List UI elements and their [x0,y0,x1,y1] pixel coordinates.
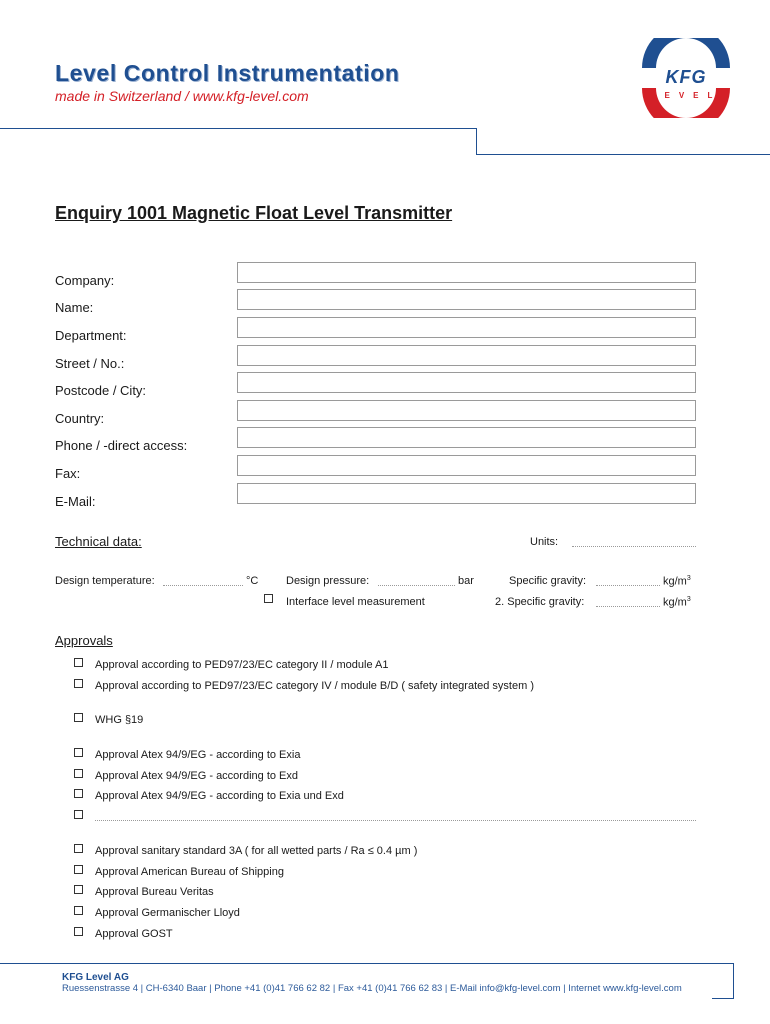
approval-label-3a: Approval sanitary standard 3A ( for all wetted parts / Ra ≤ 0.4 µm ) [95,845,418,857]
approval-label-abs: Approval American Bureau of Shipping [95,866,284,878]
header-rule [0,128,476,129]
logo-blue-arc [642,38,730,68]
street-label: Street / No.: [55,356,125,371]
approval-label-ped-iv: Approval according to PED97/23/EC category IV / module B/D ( safety integrated system ) [95,680,534,692]
approval-label-bureau-veritas: Approval Bureau Veritas [95,886,214,898]
postcode-city-field[interactable] [237,372,696,393]
specific-gravity-2-label: 2. Specific gravity: [495,596,585,608]
fax-label: Fax: [55,466,81,481]
approval-checkbox-ped-iv[interactable] [74,679,83,688]
design-temperature-field[interactable] [163,585,243,586]
approval-label-atex-exia-exd: Approval Atex 94/9/EG - according to Exia und Exd [95,790,344,802]
logo-text-kfg: KFG [665,67,707,87]
design-pressure-label: Design pressure: [286,575,370,587]
brand-subtitle: made in Switzerland / www.kfg-level.com [55,88,309,104]
approval-checkbox-whg[interactable] [74,713,83,722]
approval-label-whg: WHG §19 [95,714,144,726]
interface-level-label: Interface level measurement [286,596,425,608]
department-field[interactable] [237,317,696,338]
approval-checkbox-ped-ii[interactable] [74,658,83,667]
design-temperature-label: Design temperature: [55,575,155,587]
department-label: Department: [55,328,127,343]
email-field[interactable] [237,483,696,504]
name-field[interactable] [237,289,696,310]
approval-checkbox-bureau-veritas[interactable] [74,885,83,894]
specific-gravity-unit: $kg/m^3$ [663,575,691,588]
logo-text-level: LEVEL [650,91,722,100]
design-pressure-unit: bar [458,575,474,587]
design-temperature-unit: °C [246,575,259,587]
approval-checkbox-atex-exia[interactable] [74,748,83,757]
country-field[interactable] [237,400,696,421]
units-label: Units: [530,536,559,548]
approval-checkbox-gost[interactable] [74,927,83,936]
approval-checkbox-germanischer-lloyd[interactable] [74,906,83,915]
specific-gravity-2-unit: $kg/m^3$ [663,596,691,609]
page-title: Enquiry 1001 Magnetic Float Level Transmitter [55,203,453,223]
specific-gravity-field[interactable] [596,585,660,586]
phone-field[interactable] [237,427,696,448]
approval-checkbox-atex-exd[interactable] [74,769,83,778]
interface-level-checkbox[interactable] [264,594,273,603]
technical-data-heading: Technical data: [55,534,142,549]
company-field[interactable] [237,262,696,283]
phone-label: Phone / -direct access: [55,438,188,453]
approval-label-atex-exia: Approval Atex 94/9/EG - according to Exia [95,749,301,761]
street-field[interactable] [237,345,696,366]
name-label: Name: [55,300,94,315]
approval-checkbox-3a[interactable] [74,844,83,853]
specific-gravity-2-field[interactable] [596,606,660,607]
approvals-heading: Approvals [55,633,113,648]
approval-label-gost: Approval GOST [95,928,173,940]
footer-address: Ruessenstrasse 4 | CH-6340 Baar | Phone +41 (0)41 766 62 82 | Fax +41 (0)41 766 62 83 | E-Mail info@kfg-level.com | Internet www.kfg-level.com [62,983,682,994]
footer-rule [0,963,712,964]
email-label: E-Mail: [55,494,96,509]
kfg-logo [636,38,736,118]
postcode-city-label: Postcode / City: [55,383,147,398]
footer-bracket [712,963,734,999]
design-pressure-field[interactable] [378,585,455,586]
company-label: Company: [55,273,115,288]
units-field[interactable] [572,546,696,547]
footer-company: KFG Level AG [62,972,129,983]
approval-label-germanischer-lloyd: Approval Germanischer Lloyd [95,907,240,919]
header-notch [476,128,770,155]
fax-field[interactable] [237,455,696,476]
approval-label-ped-ii: Approval according to PED97/23/EC category II / module A1 [95,659,389,671]
approval-label-atex-exd: Approval Atex 94/9/EG - according to Exd [95,770,299,782]
approval-checkbox-abs[interactable] [74,865,83,874]
brand-title: Level Control Instrumentation [55,60,400,86]
approval-checkbox-atex-exia-exd[interactable] [74,789,83,798]
country-label: Country: [55,411,105,426]
approval-other-field[interactable] [95,820,696,821]
specific-gravity-label: Specific gravity: [509,575,587,587]
approval-checkbox-other[interactable] [74,810,83,819]
